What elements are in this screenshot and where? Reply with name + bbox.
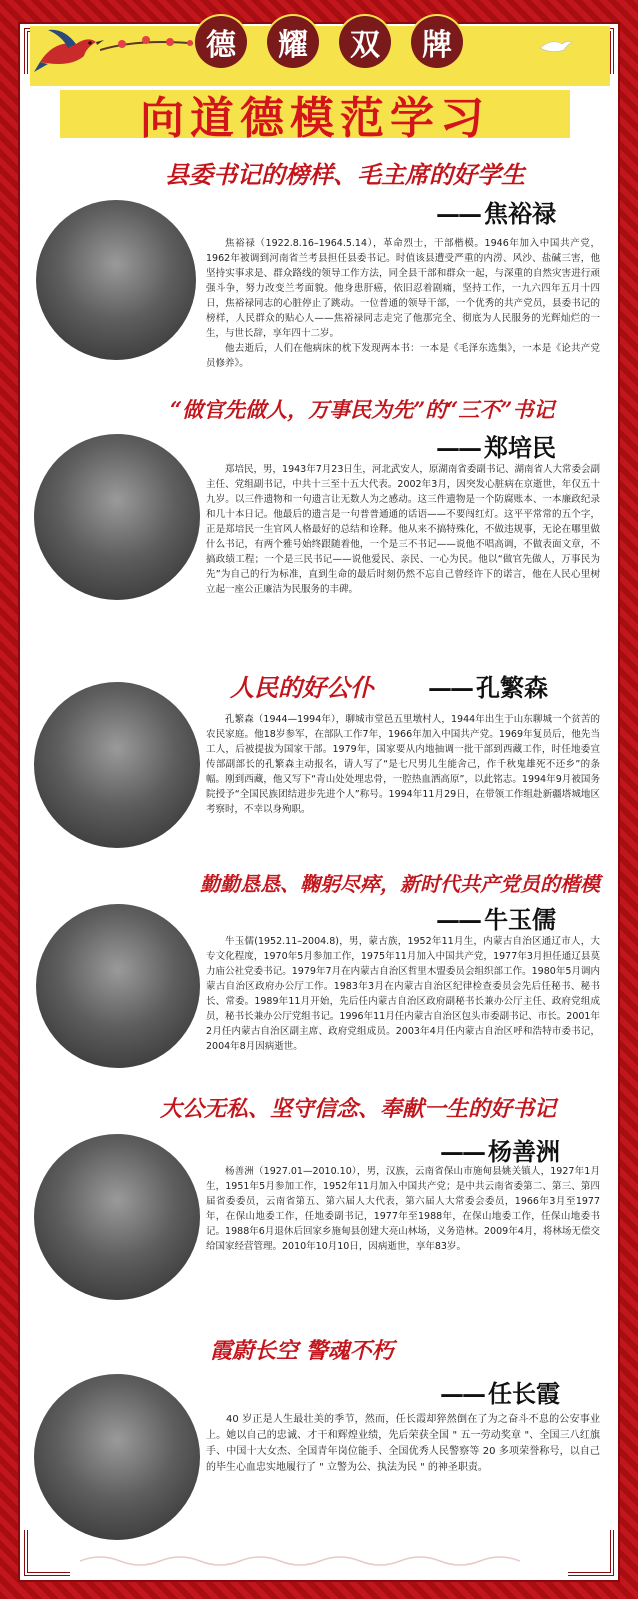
biography-text: 牛玉儒(1952.11–2004.8)，男，蒙古族，1952年11月生，内蒙古自治区通辽市人，大专文化程度，1970年5月参加工作，1975年11月加入中国共产党，1977年3月担任通辽县莫力庙公社党委书记。1979年7月在内蒙古自治区哲里木盟委员会组织部工作。1980年5月调内蒙古自治区政府办公厅工作。1983年3月在内蒙古自治区纪律检查委员会先后任秘书、秘书长、常委。1989年11月开始，先后任内蒙古自治区政府副秘书长兼办公厅主任、政府党组成员，秘书长兼办公厅党组书记。1996年11月任内蒙古自治区包头市委副书记、市长。2001年2月任内蒙古自治区副主席、政府党组成员。2003年4月任内蒙古自治区呼和浩特市委书记，2004年8月因病逝世。 (206, 936, 600, 1052)
profile-section-ren-changxia (30, 1330, 610, 1545)
person-name: —— 杨善洲 (440, 1137, 560, 1166)
section-title: 大公无私、坚守信念、奉献一生的好书记 (160, 1096, 557, 1122)
biography-text: 郑培民，男，1943年7月23日生，河北武安人，原湖南省委副书记、湖南省人大常委会副主任、党组副书记，中共十三至十五大代表。2002年3月，因突发心脏病在京逝世，年仅五十九岁。以三件遗物和一句遗言让无数人为之感动。这三件遗物是一个防腐账本、一本廉政纪录和几十本日记。他最后的遗言是一句普普通通的话语——不要闯红灯。这平平常常的五个字，正是郑培民一生官风人格最好的总结和诠释。他从来不搞特殊化，不做违规事，无论在哪里做什么书记，有两个雅号始终跟随着他，一个是三不书记——说他不唱高调，不做表面文章，不搞政绩工程；一个是三民书记——说他爱民、亲民、一心为民。他以“做官先做人，万事民为先”为自己的行为标准，直到生命的最后时刻仍然不忘自己曾经许下的诺言，他在人民心里树立起一座公正廉洁为民服务的丰碑。 (206, 464, 600, 595)
bottom-cloud-ornament (80, 1553, 520, 1569)
profile-section-jiao-yulu (30, 150, 610, 380)
person-name: —— 孔繁森 (428, 673, 548, 702)
person-name: —— 牛玉儒 (436, 905, 556, 934)
biography-text: 孔繁森（1944—1994年），聊城市堂邑五里墩村人，1944年出生于山东聊城一个贫苦的农民家庭。他18岁参军，在部队工作7年，1966年加入中国共产党。1969年复员后，他先当工人，后被提拔为国家干部。1979年，国家要从内地抽调一批干部到西藏工作，时任地委宣传部副部长的孔繁森主动报名，请人写了“是七尺男儿生能舍己，作千秋鬼雄死不还乡”的条幅。刚到西藏，他又写下“青山处处埋忠骨，一腔热血洒高原”，以此铭志。1994年9月被国务院授予“全国民族团结进步先进个人”称号。1994年11月29日，在带领工作组赴新疆塔城地区考察时，不幸以身殉职。 (206, 714, 600, 815)
person-name: —— 任长霞 (440, 1379, 560, 1408)
profile-section-niu-yuru (30, 868, 610, 1078)
portrait-photo (34, 682, 200, 848)
profile-section-kong-fansen (30, 668, 610, 868)
portrait-photo (36, 904, 200, 1068)
headline-box (60, 90, 570, 144)
biography-text: 40 岁正是人生最壮美的季节，然而，任长霞却猝然倒在了为之奋斗不息的公安事业上。她以自己的忠诚、才干和辉煌业绩，先后荣获全国 " 五一劳动奖章 "、全国三八红旗手、中国十大女杰、全国青年岗位能手、全国优秀人民警察等 20 多项荣誉称号，以自己的毕生心血忠实地履行了 " 立警为公、执法为民 " 的神圣职责。 (206, 1414, 600, 1473)
biography-text: 杨善洲（1927.01—2010.10），男，汉族，云南省保山市施甸县姚关镇人，1927年1月生，1951年5月参加工作，1952年11月加入中国共产党；是中共云南省委第二、第三、第四届省委委员，云南省第五、第六届人大代表，第六届人大常委会委员，1966年3月至1977年，在保山地委工作，任地委副书记，1977年至1988年，在保山地委工作，任保山地委书记。1988年6月退休后回家乡施甸县创建大亮山林场，义务造林。2009年4月，将林场无偿交给国家经营管理。2010年10月10日，因病逝世，享年83岁。 (206, 1166, 600, 1252)
section-title: “做官先做人，万事民为先”的“三不”书记 (170, 397, 555, 422)
person-name: —— 焦裕禄 (436, 199, 556, 228)
title-seals (195, 16, 463, 68)
profile-section-zheng-peimin (30, 390, 610, 630)
person-name: —— 郑培民 (436, 433, 556, 462)
biography-text: 焦裕禄（1922.8.16–1964.5.14），革命烈士，干部楷模。1946年加入中国共产党，1962年被调到河南省兰考县担任县委书记。时值该县遭受严重的内涝、风沙、盐碱三害，他坚持实事求是、群众路线的领导工作方法，同全县干部和群众一起，与深重的自然灾害进行顽强斗争，努力改变兰考面貌。他身患肝癌，依旧忍着剧痛，坚持工作，一九六四年五月十四日，焦裕禄同志的心脏停止了跳动。一位普通的领导干部，一个优秀的共产党员，县委书记的榜样，人民群众的贴心人——焦裕禄同志走完了他那完全、彻底为人民服务的光辉灿烂的一生，与世长辞，享年四十二岁。 他去逝后，人们在他病床的枕下发现两本书：一本是《毛泽东选集》，一本是《论共产党员修养》。 (206, 238, 600, 369)
seal-char: 德 (195, 16, 247, 68)
page-title: 向道德模范学习 (140, 93, 490, 144)
profile-section-yang-shanzhou (30, 1092, 610, 1312)
seal-char: 双 (339, 16, 391, 68)
section-title: 人民的好公仆 (230, 673, 374, 702)
seal-char: 牌 (411, 16, 463, 68)
dove-icon (538, 36, 574, 56)
seal-char: 耀 (267, 16, 319, 68)
portrait-photo (34, 434, 200, 600)
section-title: 勤勤恳恳、鞠躬尽瘁，新时代共产党员的楷模 (200, 872, 600, 896)
portrait-photo (36, 200, 196, 360)
portrait-photo (34, 1134, 200, 1300)
section-title: 县委书记的榜样、毛主席的好学生 (165, 160, 525, 189)
plum-blossom-branch-icon (100, 30, 200, 58)
section-title: 霞蔚长空 警魂不朽 (210, 1338, 394, 1364)
portrait-photo (34, 1374, 200, 1540)
